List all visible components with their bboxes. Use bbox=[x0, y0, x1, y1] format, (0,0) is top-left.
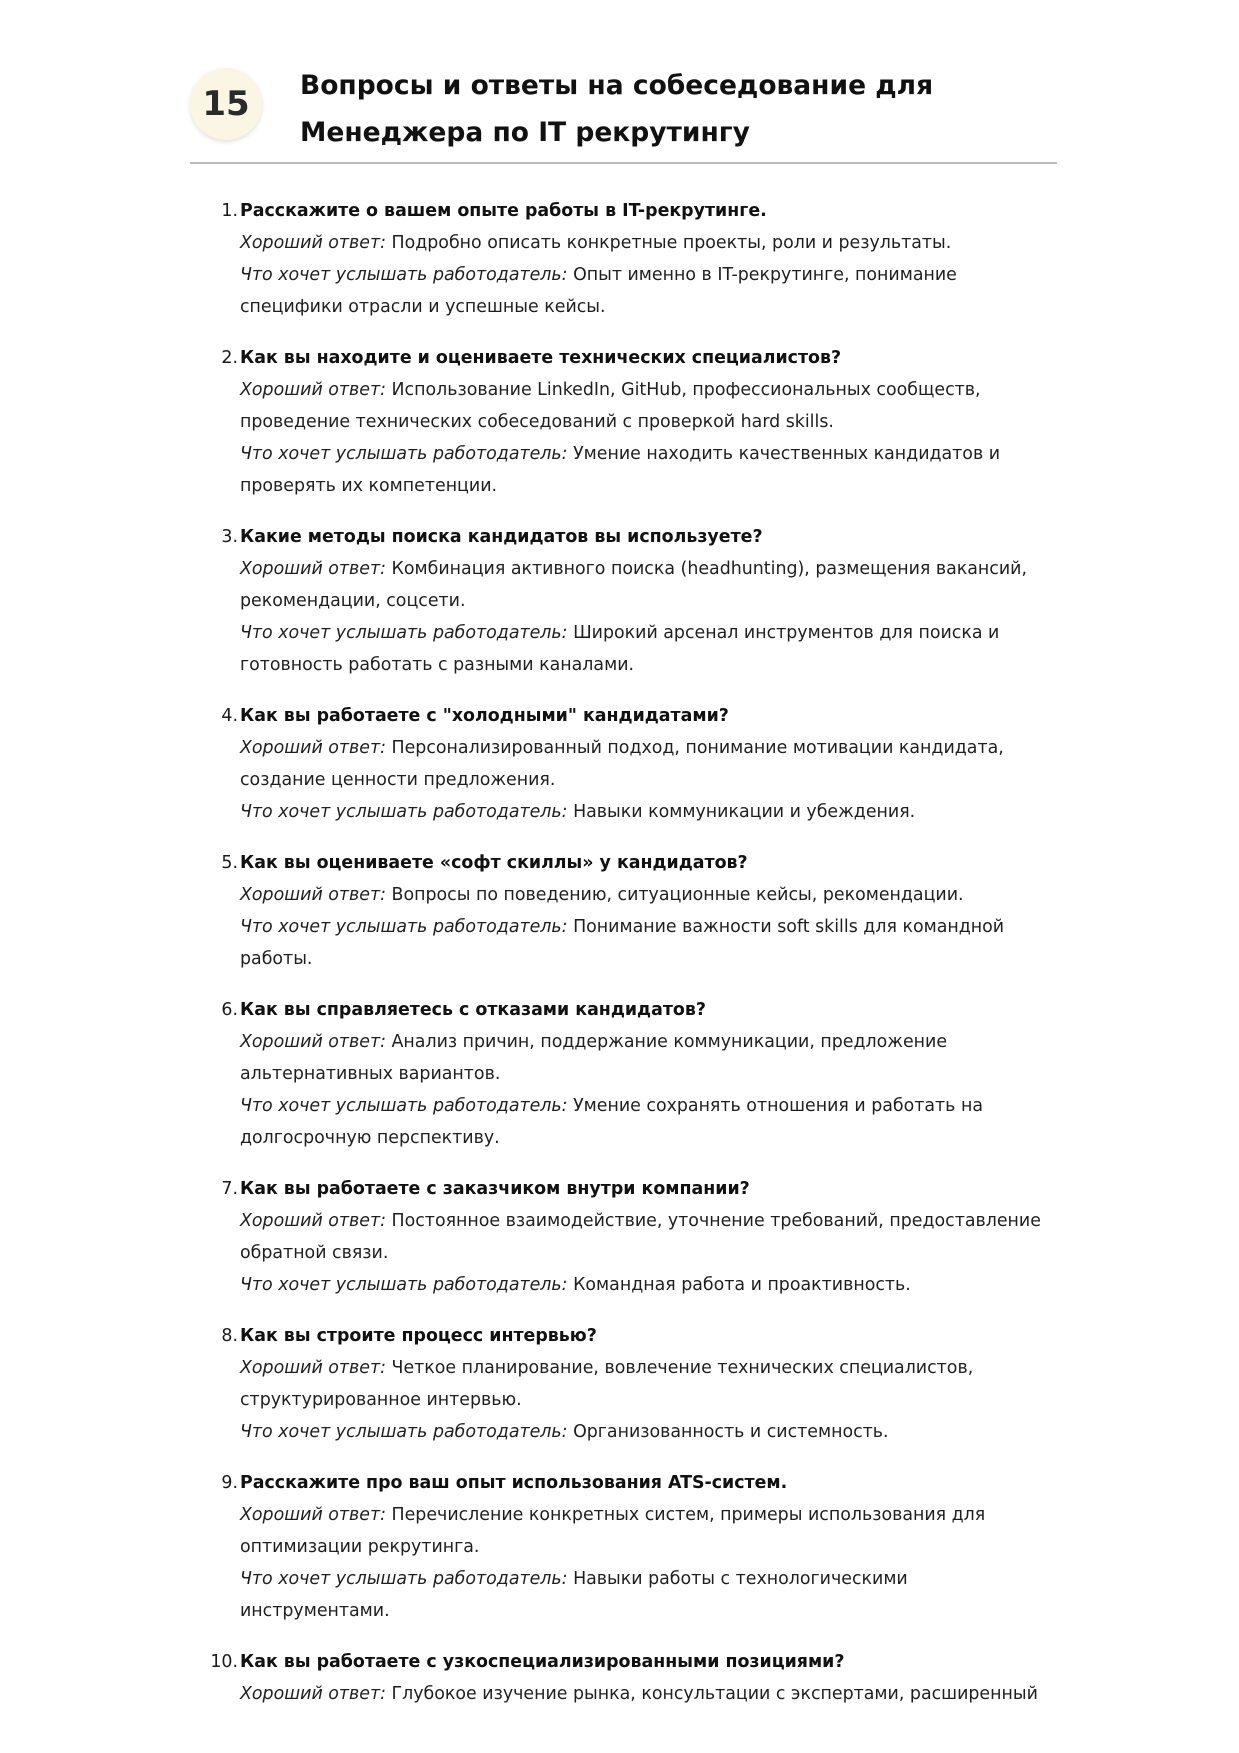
question-number: 2. bbox=[221, 348, 238, 368]
question-title: Как вы работаете с узкоспециализированными позициями? bbox=[240, 1652, 845, 1672]
good-answer-label: Хороший ответ: bbox=[240, 1684, 386, 1704]
good-answer-text: Персонализированный подход, понимание мотивации кандидата, создание ценности предложения. bbox=[240, 738, 1004, 790]
page-number-badge: 15 bbox=[190, 68, 262, 140]
good-answer-text: Четкое планирование, вовлечение технических специалистов, структурированное интервью. bbox=[240, 1358, 974, 1410]
employer-label: Что хочет услышать работодатель: bbox=[240, 1275, 568, 1295]
good-answer-text: Комбинация активного поиска (headhunting), размещения вакансий, рекомендации, соцсети. bbox=[240, 559, 1027, 611]
good-answer-label: Хороший ответ: bbox=[240, 559, 386, 579]
good-answer-label: Хороший ответ: bbox=[240, 380, 386, 400]
good-answer bbox=[240, 227, 1050, 259]
employer-text: Умение сохранять отношения и работать на долгосрочную перспективу. bbox=[240, 1096, 983, 1148]
question-number: 10. bbox=[210, 1652, 238, 1672]
employer-expectation bbox=[240, 1416, 1050, 1448]
question-number: 8. bbox=[221, 1326, 238, 1346]
employer-expectation bbox=[240, 1563, 1050, 1627]
question-title: Как вы справляетесь с отказами кандидатов? bbox=[240, 1000, 706, 1020]
good-answer bbox=[240, 553, 1050, 617]
question-number: 4. bbox=[221, 706, 238, 726]
question-number: 1. bbox=[221, 201, 238, 221]
good-answer-label: Хороший ответ: bbox=[240, 1505, 386, 1525]
employer-label: Что хочет услышать работодатель: bbox=[240, 265, 568, 285]
employer-expectation bbox=[240, 911, 1050, 975]
employer-text: Навыки коммуникации и убеждения. bbox=[573, 802, 916, 822]
employer-label: Что хочет услышать работодатель: bbox=[240, 917, 568, 937]
good-answer-label: Хороший ответ: bbox=[240, 1032, 386, 1052]
employer-text: Организованность и системность. bbox=[573, 1422, 889, 1442]
employer-expectation bbox=[240, 259, 1050, 323]
good-answer bbox=[240, 1678, 1050, 1710]
good-answer-label: Хороший ответ: bbox=[240, 233, 386, 253]
list-item bbox=[200, 1173, 1050, 1301]
employer-text: Навыки работы с технологическими инструментами. bbox=[240, 1569, 908, 1621]
question-title: Расскажите про ваш опыт использования ATS-систем. bbox=[240, 1473, 788, 1493]
page-title-line-1: Вопросы и ответы на собеседование для bbox=[300, 70, 934, 101]
employer-label: Что хочет услышать работодатель: bbox=[240, 444, 568, 464]
good-answer-text: Использование LinkedIn, GitHub, профессиональных сообществ, проведение технических собеседований с проверкой hard skills. bbox=[240, 380, 981, 432]
employer-text: Понимание важности soft skills для командной работы. bbox=[240, 917, 1005, 969]
good-answer-text: Глубокое изучение рынка, консультации с экспертами, расширенный bbox=[391, 1684, 1038, 1704]
question-number: 9. bbox=[221, 1473, 238, 1493]
employer-label: Что хочет услышать работодатель: bbox=[240, 623, 568, 643]
employer-text: Широкий арсенал инструментов для поиска и готовность работать с разными каналами. bbox=[240, 623, 1000, 675]
employer-expectation bbox=[240, 1090, 1050, 1154]
question-title: Как вы строите процесс интервью? bbox=[240, 1326, 597, 1346]
question-title: Как вы работаете с заказчиком внутри компании? bbox=[240, 1179, 750, 1199]
employer-expectation bbox=[240, 1269, 1050, 1301]
good-answer-text: Подробно описать конкретные проекты, роли и результаты. bbox=[391, 233, 952, 253]
question-title: Расскажите о вашем опыте работы в IT-рекрутинге. bbox=[240, 201, 767, 221]
list-item bbox=[200, 1646, 1050, 1710]
list-item bbox=[200, 195, 1050, 323]
good-answer bbox=[240, 1352, 1050, 1416]
good-answer bbox=[240, 879, 1050, 911]
employer-text: Умение находить качественных кандидатов и проверять их компетенции. bbox=[240, 444, 1001, 496]
question-list bbox=[200, 195, 1050, 1729]
good-answer bbox=[240, 1499, 1050, 1563]
question-number: 7. bbox=[221, 1179, 238, 1199]
question-number: 3. bbox=[221, 527, 238, 547]
employer-text: Опыт именно в IT-рекрутинге, понимание специфики отрасли и успешные кейсы. bbox=[240, 265, 957, 317]
employer-expectation bbox=[240, 438, 1050, 502]
page-header bbox=[190, 58, 1057, 164]
employer-expectation bbox=[240, 617, 1050, 681]
list-item bbox=[200, 1320, 1050, 1448]
list-item bbox=[200, 342, 1050, 502]
employer-label: Что хочет услышать работодатель: bbox=[240, 1096, 568, 1116]
good-answer-text: Вопросы по поведению, ситуационные кейсы, рекомендации. bbox=[391, 885, 964, 905]
list-item bbox=[200, 521, 1050, 681]
employer-label: Что хочет услышать работодатель: bbox=[240, 1569, 568, 1589]
list-item bbox=[200, 994, 1050, 1154]
question-title: Как вы находите и оцениваете технических специалистов? bbox=[240, 348, 842, 368]
good-answer bbox=[240, 732, 1050, 796]
page-title bbox=[300, 62, 1040, 156]
good-answer-label: Хороший ответ: bbox=[240, 1358, 386, 1378]
good-answer-text: Перечисление конкретных систем, примеры использования для оптимизации рекрутинга. bbox=[240, 1505, 986, 1557]
good-answer bbox=[240, 1026, 1050, 1090]
list-item bbox=[200, 1467, 1050, 1627]
list-item bbox=[200, 847, 1050, 975]
good-answer-text: Анализ причин, поддержание коммуникации, предложение альтернативных вариантов. bbox=[240, 1032, 948, 1084]
question-number: 6. bbox=[221, 1000, 238, 1020]
question-title: Какие методы поиска кандидатов вы используете? bbox=[240, 527, 763, 547]
employer-label: Что хочет услышать работодатель: bbox=[240, 802, 568, 822]
good-answer bbox=[240, 1205, 1050, 1269]
good-answer-text: Постоянное взаимодействие, уточнение требований, предоставление обратной связи. bbox=[240, 1211, 1041, 1263]
good-answer-label: Хороший ответ: bbox=[240, 1211, 386, 1231]
employer-label: Что хочет услышать работодатель: bbox=[240, 1422, 568, 1442]
good-answer bbox=[240, 374, 1050, 438]
list-item bbox=[200, 700, 1050, 828]
page-title-line-2: Менеджера по IT рекрутингу bbox=[300, 117, 750, 148]
employer-expectation bbox=[240, 796, 1050, 828]
good-answer-label: Хороший ответ: bbox=[240, 885, 386, 905]
question-number: 5. bbox=[221, 853, 238, 873]
question-title: Как вы работаете с "холодными" кандидатами? bbox=[240, 706, 729, 726]
question-title: Как вы оцениваете «софт скиллы» у кандидатов? bbox=[240, 853, 748, 873]
good-answer-label: Хороший ответ: bbox=[240, 738, 386, 758]
employer-text: Командная работа и проактивность. bbox=[573, 1275, 911, 1295]
